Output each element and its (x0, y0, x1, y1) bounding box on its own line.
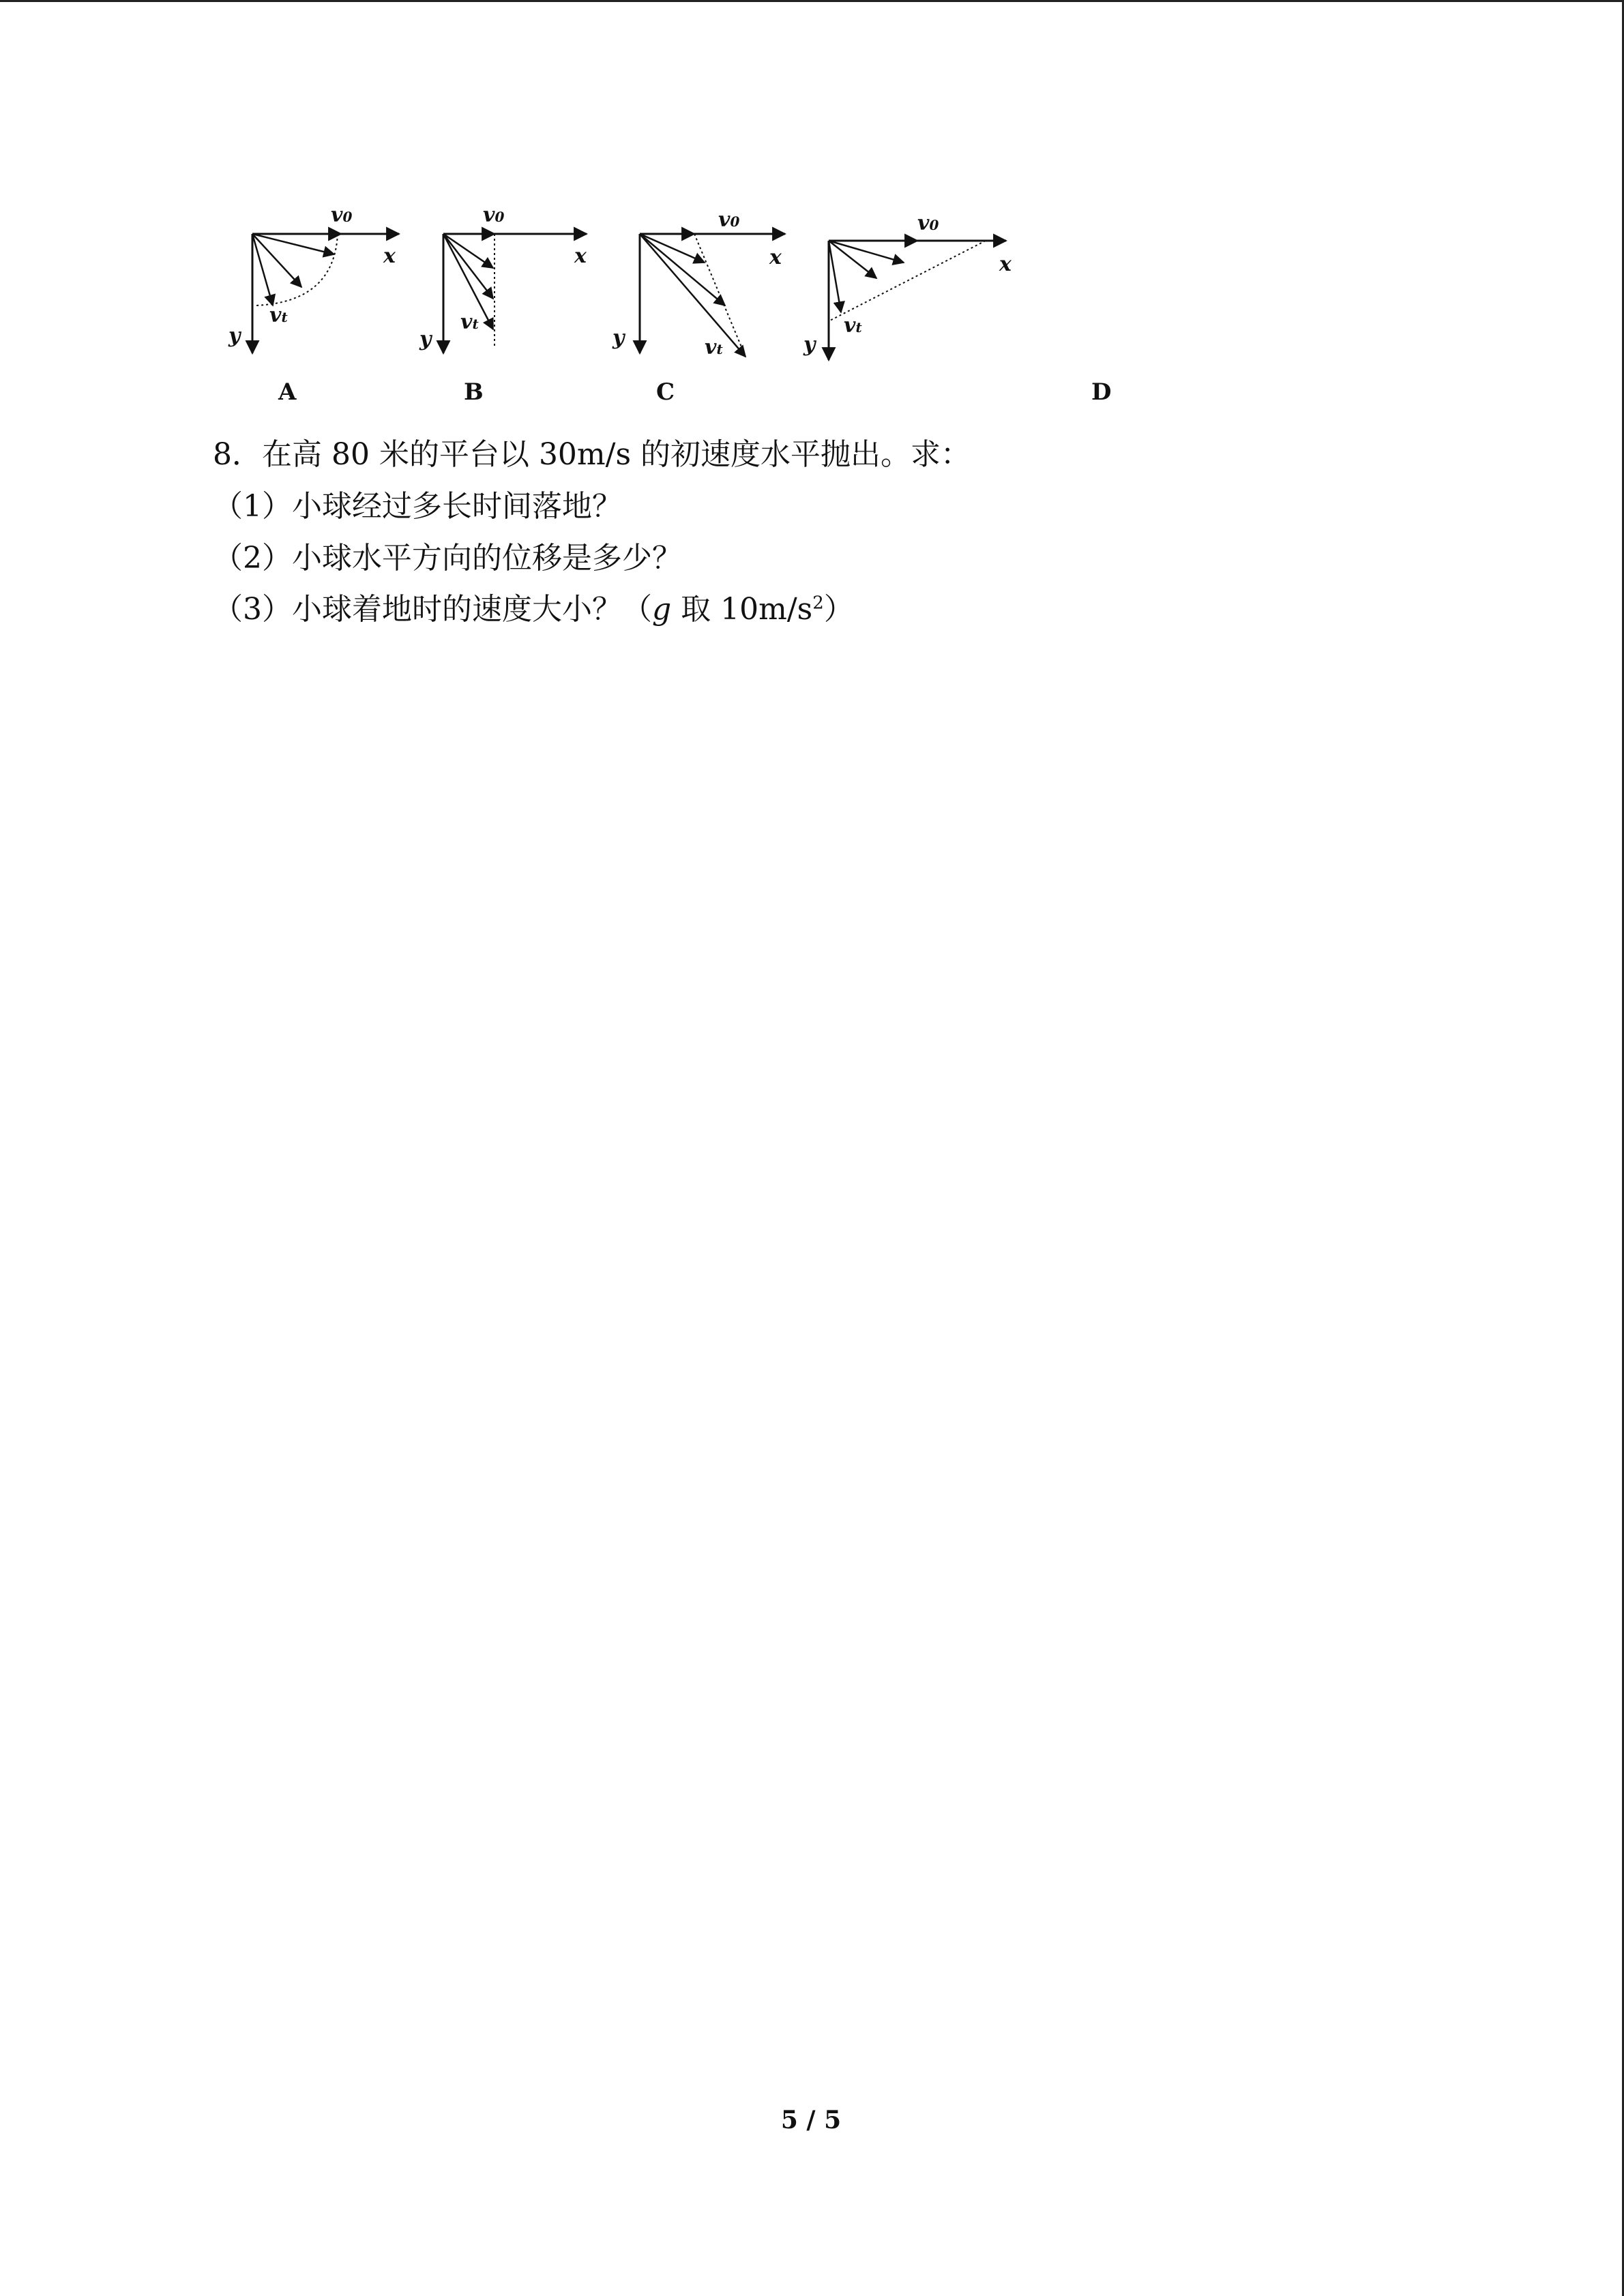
vt-label: vt (705, 336, 723, 359)
option-d-svg (781, 186, 979, 418)
option-b-diagram (396, 186, 593, 418)
y-axis-label: y (803, 333, 816, 357)
vt-label: vt (460, 310, 479, 334)
question-part-3: （3）小球着地时的速度大小？（g 取 $10m/s^2$） (213, 592, 854, 627)
question-part-1: （1）小球经过多长时间落地？ (213, 488, 622, 524)
y-axis-label: y (228, 324, 241, 348)
option-b-label: B (464, 378, 484, 406)
y-axis-label: y (419, 327, 432, 351)
x-axis-label: x (999, 252, 1012, 276)
vt-label: vt (844, 314, 862, 338)
option-d-label: D (1091, 378, 1112, 406)
option-c-label: C (656, 378, 675, 406)
velocity-vector-figure (205, 186, 1112, 418)
option-c-diagram (592, 186, 790, 418)
vt-label: vt (269, 303, 288, 327)
option-a-svg (205, 186, 402, 418)
v0-label: v0 (331, 203, 353, 227)
option-d-diagram (781, 186, 1112, 418)
x-axis-label: x (574, 244, 587, 268)
option-a-diagram (205, 186, 402, 418)
option-a-label: A (278, 378, 297, 406)
option-c-svg (592, 186, 790, 418)
question-8 (213, 433, 971, 631)
v0-label: v0 (483, 203, 505, 227)
y-axis-label: y (612, 326, 625, 350)
x-axis-label: x (769, 245, 782, 269)
question-stem: 8．在高 80 米的平台以 30m/s 的初速度水平抛出。求： (213, 437, 971, 472)
v0-label: v0 (917, 211, 939, 235)
page-number: 5 / 5 (780, 2106, 842, 2134)
v0-label: v0 (718, 208, 740, 232)
question-part-2: （2）小球水平方向的位移是多少？ (213, 540, 682, 576)
x-axis-label: x (383, 244, 396, 268)
